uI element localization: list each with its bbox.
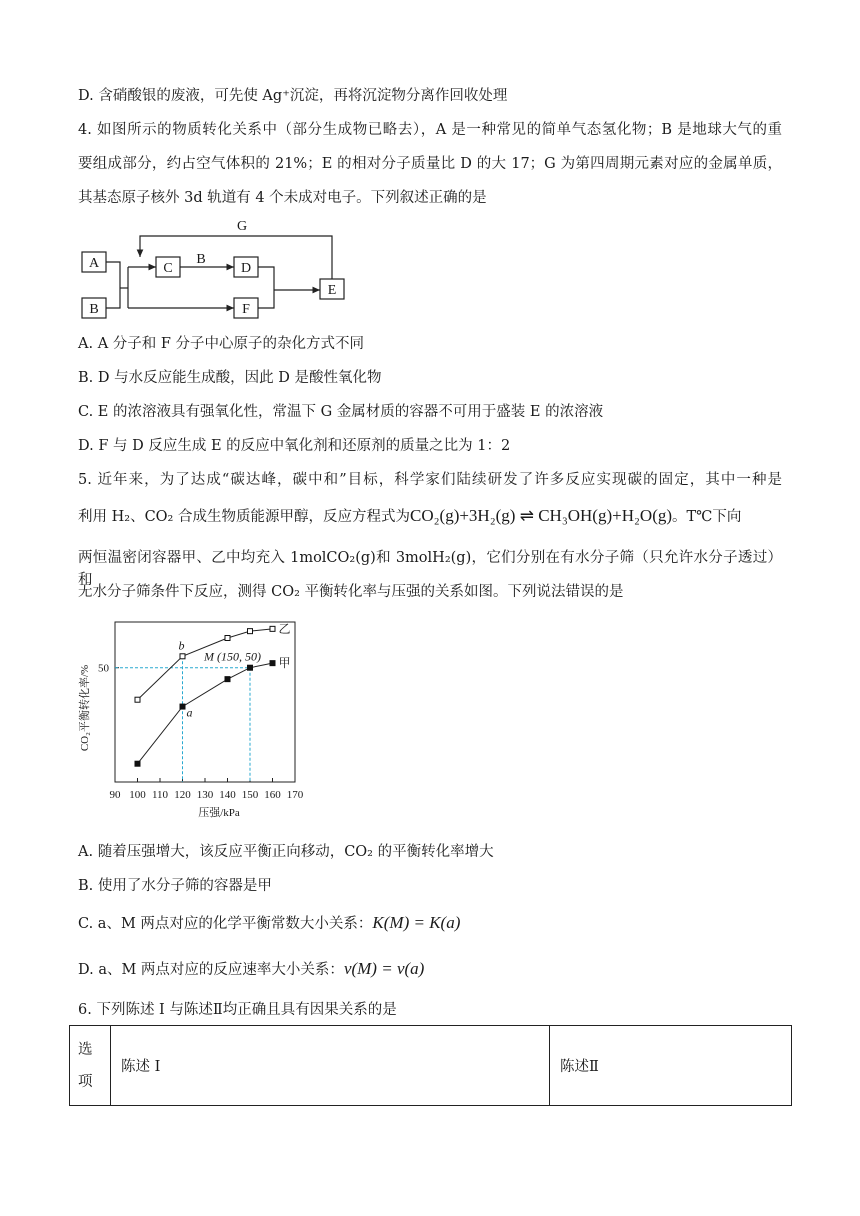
edge-label-b: B — [196, 252, 206, 267]
q5-option-c-text: C. a、M 两点对应的化学平衡常数大小关系： — [78, 916, 373, 932]
q5-stem-line3: 两恒温密闭容器甲、乙中均充入 1molCO₂(g)和 3molH₂(g)，它们分别在有水分子筛（只允许水分子透过）和 — [78, 550, 782, 588]
q4-option-d: D. F 与 D 反应生成 E 的反应中氧化剂和还原剂的质量之比为 1：2 — [78, 438, 511, 454]
table-header-option-line1: 选 — [78, 1041, 93, 1058]
y-tick-label: 50 — [98, 662, 109, 675]
reaction-equation: CO₂(g)+3H₂(g) ⇌ CH₃OH(g)+H₂O(g) — [409, 506, 673, 525]
q4-option-a: A. A 分子和 F 分子中心原子的杂化方式不同 — [78, 336, 365, 352]
data-point — [248, 629, 253, 634]
x-tick-label: 140 — [219, 789, 236, 801]
q5-option-d-text: D. a、M 两点对应的反应速率大小关系： — [78, 962, 344, 978]
table-row — [70, 1026, 792, 1106]
data-point — [180, 654, 185, 659]
edge-label-g: G — [236, 219, 248, 234]
node-f: F — [242, 302, 250, 317]
x-tick-label: 120 — [174, 789, 191, 801]
point-annotation: a — [186, 705, 193, 720]
conversion-diagram — [70, 212, 370, 322]
q4-stem-line1: 4. 如图所示的物质转化关系中（部分生成物已略去），A 是一种常见的简单气态氢化物；B 是地球大气的重 — [78, 122, 782, 138]
q5-option-a: A. 随着压强增大，该反应平衡正向移动，CO₂ 的平衡转化率增大 — [78, 844, 494, 860]
series-label: 乙 — [278, 621, 291, 636]
data-point — [225, 677, 230, 682]
q5-stem-line4: 无水分子筛条件下反应，测得 CO₂ 平衡转化率与压强的关系如图。下列说法错误的是 — [78, 584, 624, 600]
data-point — [270, 661, 275, 666]
node-e: E — [327, 283, 337, 298]
co2-conversion-chart — [70, 618, 310, 818]
node-c: C — [163, 261, 173, 276]
x-tick-label: 110 — [151, 789, 169, 801]
q5-option-c-formula: K(M) = K(a) — [372, 913, 461, 932]
q5-stem-line2 — [78, 505, 741, 528]
series-label: 甲 — [278, 656, 291, 671]
x-tick-label: 90 — [109, 789, 121, 801]
x-tick-label: 170 — [286, 789, 304, 801]
series-line-1 — [138, 663, 273, 764]
table-header-statement-1: 陈述 I — [111, 1026, 550, 1106]
q5-option-d-formula: v(M) = v(a) — [343, 959, 425, 978]
q5-option-d — [78, 958, 424, 981]
table-header-option — [70, 1026, 111, 1106]
data-point — [270, 626, 275, 631]
data-point — [135, 761, 140, 766]
q4-stem-line3: 其基态原子核外 3d 轨道有 4 个未成对电子。下列叙述正确的是 — [78, 190, 487, 206]
q5-stem-line1: 5. 近年来，为了达成“碳达峰，碳中和”目标，科学家们陆续研发了许多反应实现碳的固定，其中一种是 — [78, 472, 782, 488]
q5-option-b: B. 使用了水分子筛的容器是甲 — [78, 878, 272, 894]
x-tick-label: 130 — [196, 789, 214, 801]
node-b: B — [89, 302, 99, 317]
point-annotation: b — [178, 638, 185, 653]
x-tick-label: 100 — [129, 789, 146, 801]
series-line-0 — [138, 629, 273, 700]
q5-stem-line2-text: 利用 H₂、CO₂ 合成生物质能源甲醇，反应方程式为 — [78, 509, 410, 525]
node-d: D — [240, 261, 252, 276]
q6-table — [69, 1025, 792, 1106]
q4-stem-line2: 要组成部分，约占空气体积的 21%；E 的相对分子质量比 D 的大 17；G 为第四周期元素对应的金属单质， — [78, 156, 782, 172]
x-axis-label: 压强/kPa — [198, 807, 240, 818]
data-point — [225, 636, 230, 641]
table-header-statement-2: 陈述Ⅱ — [550, 1026, 792, 1106]
q5-option-c — [78, 912, 460, 935]
q6-stem: 6. 下列陈述 I 与陈述Ⅱ均正确且具有因果关系的是 — [78, 1002, 397, 1018]
q3-option-d: D. 含硝酸银的废液，可先使 Ag⁺沉淀，再将沉淀物分离作回收处理 — [78, 88, 508, 104]
data-point — [135, 697, 140, 702]
x-tick-label: 160 — [264, 789, 281, 801]
y-axis-label: CO₂平衡转化率/% — [79, 664, 91, 752]
point-annotation: M (150, 50) — [204, 649, 261, 664]
x-tick-label: 150 — [241, 789, 259, 801]
data-point — [180, 704, 185, 709]
q4-option-c: C. E 的浓溶液具有强氧化性，常温下 G 金属材质的容器不可用于盛装 E 的浓溶液 — [78, 404, 604, 420]
data-point — [248, 665, 253, 670]
node-a: A — [88, 256, 100, 271]
q4-option-b: B. D 与水反应能生成酸，因此 D 是酸性氧化物 — [78, 370, 382, 386]
table-header-option-line2: 项 — [78, 1073, 93, 1090]
q5-stem-line2-tail: 。T℃下向 — [672, 509, 742, 525]
